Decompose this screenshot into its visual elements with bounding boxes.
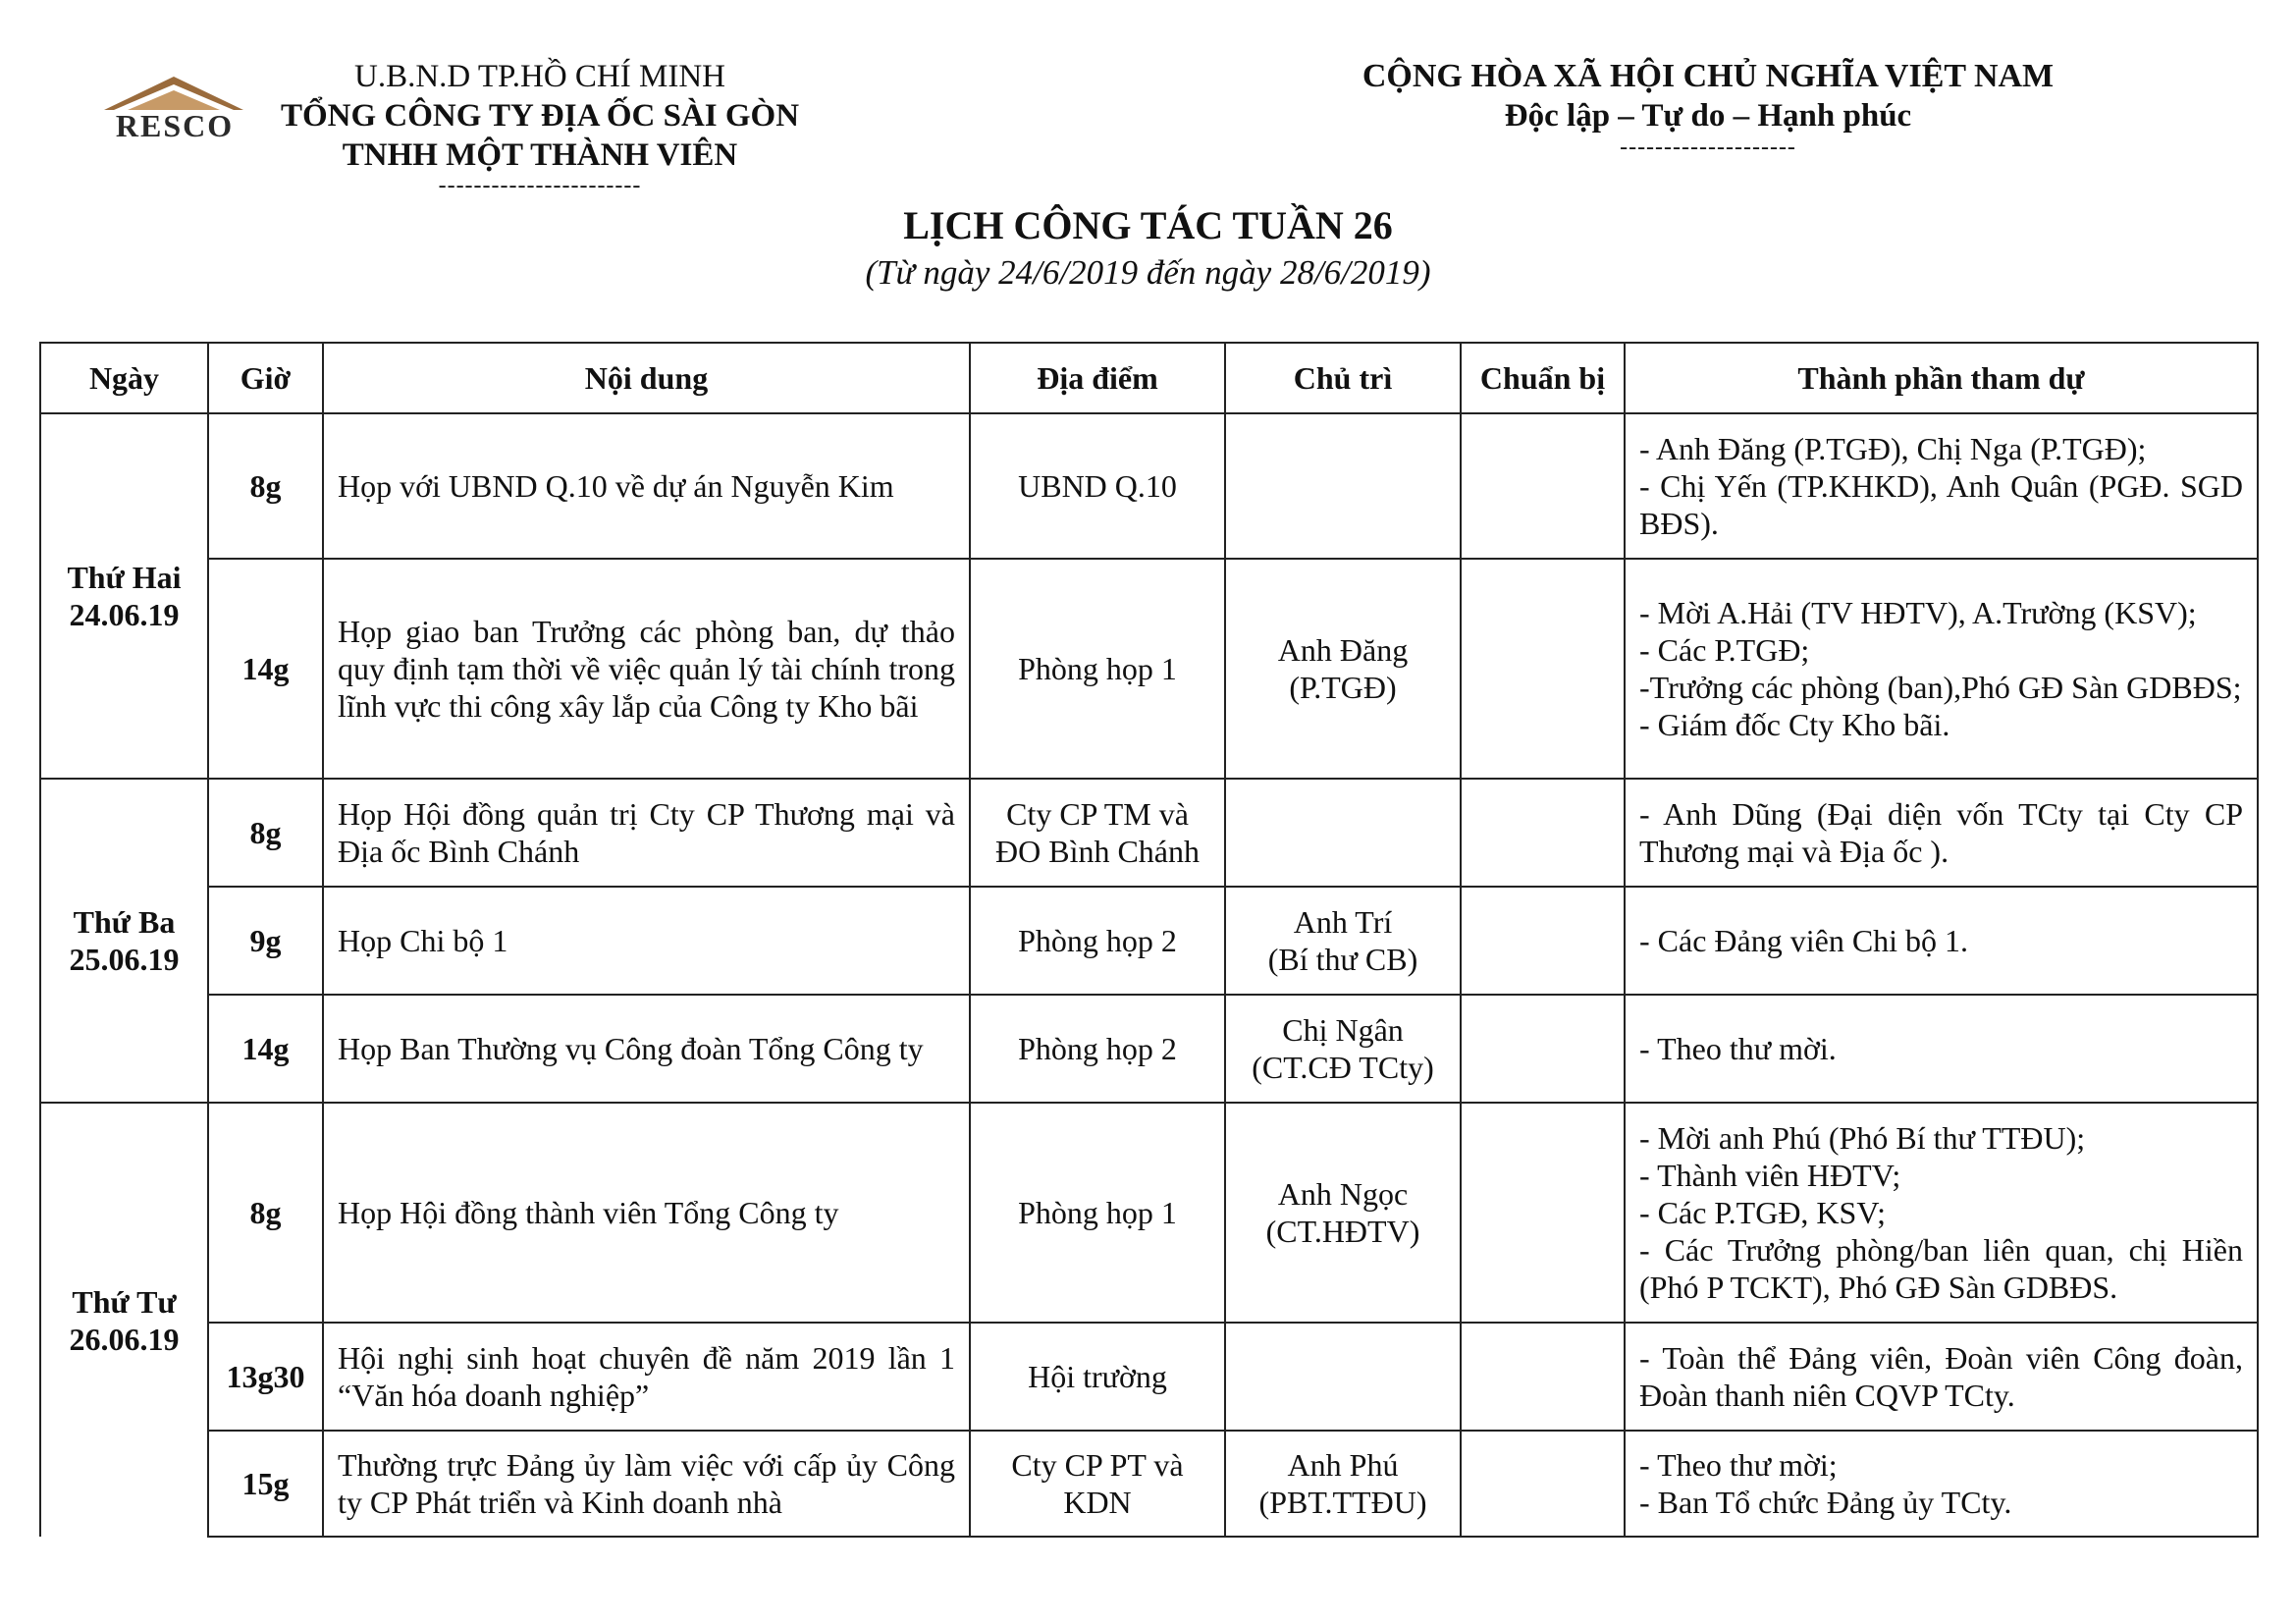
location-line: Cty CP TM và [1006, 796, 1189, 832]
chair-line: Anh Trí [1293, 904, 1393, 940]
chair-line: (Bí thư CB) [1267, 942, 1418, 977]
org-line-1: U.B.N.D TP.HỒ CHÍ MINH [353, 59, 725, 94]
time-cell: 14g [208, 995, 323, 1103]
participants-cell [1625, 995, 2258, 1103]
location-cell [970, 1323, 1225, 1431]
location-line: Hội trường [1028, 1359, 1167, 1394]
column-header-participants: Thành phần tham dự [1625, 343, 2258, 413]
content-cell: Họp Hội đồng thành viên Tổng Công ty [323, 1103, 970, 1323]
location-line: UBND Q.10 [1018, 468, 1177, 504]
org-line-3: TNHH MỘT THÀNH VIÊN [342, 137, 738, 173]
document-title: LỊCH CÔNG TÁC TUẦN 26 [903, 203, 1393, 247]
participant-line: - Anh Đăng (P.TGĐ), Chị Nga (P.TGĐ); [1639, 431, 2147, 466]
participant-line: - Anh Dũng (Đại diện vốn TCty tại Cty CP Thương mại và Địa ốc ). [1639, 796, 2243, 869]
participant-line: - Các P.TGĐ, KSV; [1639, 1195, 1886, 1230]
chair-cell [1225, 995, 1461, 1103]
location-cell [970, 1103, 1225, 1323]
participants-cell [1625, 1103, 2258, 1323]
prepare-cell [1461, 995, 1625, 1103]
time-cell: 13g30 [208, 1323, 323, 1431]
roof-logo-icon [100, 73, 247, 112]
chair-line: Anh Phú [1287, 1447, 1399, 1483]
day-cell [40, 1103, 208, 1537]
participant-line: - Mời A.Hải (TV HĐTV), A.Trường (KSV); [1639, 595, 2197, 630]
chair-line: (CT.CĐ TCty) [1252, 1050, 1434, 1085]
logo-text: RESCO [115, 108, 235, 143]
location-line: KDN [1063, 1485, 1132, 1520]
participant-line: - Mời anh Phú (Phó Bí thư TTĐU); [1639, 1120, 2086, 1156]
column-header-time: Giờ [208, 343, 323, 413]
participant-line: - Theo thư mời; [1639, 1447, 1838, 1483]
table-row [40, 413, 2258, 559]
day-date: 24.06.19 [69, 597, 180, 632]
location-line: Phòng họp 1 [1018, 1195, 1177, 1230]
column-header-prepare: Chuẩn bị [1461, 343, 1625, 413]
location-cell [970, 779, 1225, 887]
location-cell [970, 995, 1225, 1103]
location-cell [970, 413, 1225, 559]
company-logo [90, 73, 259, 141]
chair-line: (P.TGĐ) [1289, 670, 1397, 705]
chair-cell [1225, 1103, 1461, 1323]
prepare-cell [1461, 1103, 1625, 1323]
time-cell: 15g [208, 1431, 323, 1537]
chair-line: Chị Ngân [1282, 1012, 1404, 1048]
chair-cell [1225, 1323, 1461, 1431]
participant-line: - Các Đảng viên Chi bộ 1. [1639, 923, 1969, 958]
organization-header [265, 57, 815, 196]
participant-line: - Ban Tổ chức Đảng ủy TCty. [1639, 1485, 2012, 1520]
column-header-day: Ngày [40, 343, 208, 413]
time-cell: 8g [208, 779, 323, 887]
day-name: Thứ Ba [73, 904, 176, 940]
prepare-cell [1461, 779, 1625, 887]
table-row [40, 887, 2258, 995]
participants-cell [1625, 559, 2258, 779]
day-cell [40, 413, 208, 779]
day-date: 25.06.19 [69, 942, 180, 977]
prepare-cell [1461, 887, 1625, 995]
table-row [40, 1103, 2258, 1323]
document-subtitle: (Từ ngày 24/6/2019 đến ngày 28/6/2019) [865, 253, 1431, 292]
participants-cell [1625, 779, 2258, 887]
chair-line: (PBT.TTĐU) [1258, 1485, 1427, 1520]
chair-cell [1225, 887, 1461, 995]
participant-line: - Các P.TGĐ; [1639, 632, 1810, 668]
location-line: ĐO Bình Chánh [995, 834, 1200, 869]
participant-line: - Chị Yến (TP.KHKD), Anh Quân (PGĐ. SGD BĐS). [1639, 468, 2243, 541]
chair-cell [1225, 559, 1461, 779]
day-cell [40, 779, 208, 1103]
table-row [40, 779, 2258, 887]
participants-cell [1625, 887, 2258, 995]
day-date: 26.06.19 [69, 1321, 180, 1357]
location-cell [970, 887, 1225, 995]
column-header-location: Địa điểm [970, 343, 1225, 413]
table-row [40, 1431, 2258, 1537]
time-cell: 8g [208, 1103, 323, 1323]
chair-cell [1225, 779, 1461, 887]
day-name: Thứ Tư [72, 1283, 177, 1320]
prepare-cell [1461, 1431, 1625, 1537]
national-header [1345, 57, 2071, 159]
participants-cell [1625, 1431, 2258, 1537]
participants-cell [1625, 1323, 2258, 1431]
participant-line: - Theo thư mời. [1639, 1031, 1837, 1066]
chair-line: Anh Ngọc [1277, 1176, 1409, 1212]
prepare-cell [1461, 1323, 1625, 1431]
content-cell: Hội nghị sinh hoạt chuyên đề năm 2019 lần 1 “Văn hóa doanh nghiệp” [323, 1323, 970, 1431]
column-header-chair: Chủ trì [1225, 343, 1461, 413]
participant-line: - Các Trưởng phòng/ban liên quan, chị Hiền (Phó P TCKT), Phó GĐ Sàn GDBĐS. [1639, 1232, 2243, 1305]
column-header-content: Nội dung [323, 343, 970, 413]
participants-cell [1625, 413, 2258, 559]
national-separator: -------------------- [1620, 135, 1796, 160]
content-cell: Thường trực Đảng ủy làm việc với cấp ủy Công ty CP Phát triển và Kinh doanh nhà [323, 1431, 970, 1537]
content-cell: Họp Chi bộ 1 [323, 887, 970, 995]
table-row [40, 995, 2258, 1103]
chair-cell [1225, 413, 1461, 559]
time-cell: 8g [208, 413, 323, 559]
location-line: Phòng họp 2 [1018, 1031, 1177, 1066]
day-name: Thứ Hai [67, 560, 182, 595]
chair-cell [1225, 1431, 1461, 1537]
chair-line: Anh Đăng [1277, 632, 1409, 668]
content-cell: Họp với UBND Q.10 về dự án Nguyễn Kim [323, 413, 970, 559]
participant-line: - Toàn thể Đảng viên, Đoàn viên Công đoàn, Đoàn thanh niên CQVP TCty. [1639, 1340, 2243, 1413]
schedule-table [39, 342, 2259, 1538]
org-line-2: TỔNG CÔNG TY ĐỊA ỐC SÀI GÒN [280, 98, 800, 134]
prepare-cell [1461, 559, 1625, 779]
content-cell: Họp Ban Thường vụ Công đoàn Tổng Công ty [323, 995, 970, 1103]
participant-line: - Thành viên HĐTV; [1639, 1158, 1901, 1193]
table-row [40, 559, 2258, 779]
chair-line: (CT.HĐTV) [1265, 1214, 1420, 1249]
national-title: CỘNG HÒA XÃ HỘI CHỦ NGHĨA VIỆT NAM [1362, 58, 2055, 94]
time-cell: 14g [208, 559, 323, 779]
participant-line: - Giám đốc Cty Kho bãi. [1639, 707, 1950, 742]
time-cell: 9g [208, 887, 323, 995]
table-header-row [40, 343, 2258, 413]
content-cell: Họp Hội đồng quản trị Cty CP Thương mại và Địa ốc Bình Chánh [323, 779, 970, 887]
content-cell: Họp giao ban Trưởng các phòng ban, dự thảo quy định tạm thời về việc quản lý tài chính trong lĩnh vực thi công xây lắp của Công ty Kho bãi [323, 559, 970, 779]
national-motto: Độc lập – Tự do – Hạnh phúc [1504, 98, 1912, 134]
prepare-cell [1461, 413, 1625, 559]
location-cell [970, 1431, 1225, 1537]
location-cell [970, 559, 1225, 779]
participant-line: -Trưởng các phòng (ban),Phó GĐ Sàn GDBĐS; [1639, 670, 2242, 705]
location-line: Cty CP PT và [1011, 1447, 1184, 1483]
location-line: Phòng họp 2 [1018, 923, 1177, 958]
location-line: Phòng họp 1 [1018, 651, 1177, 686]
table-row [40, 1323, 2258, 1431]
org-separator: ----------------------- [438, 173, 642, 198]
